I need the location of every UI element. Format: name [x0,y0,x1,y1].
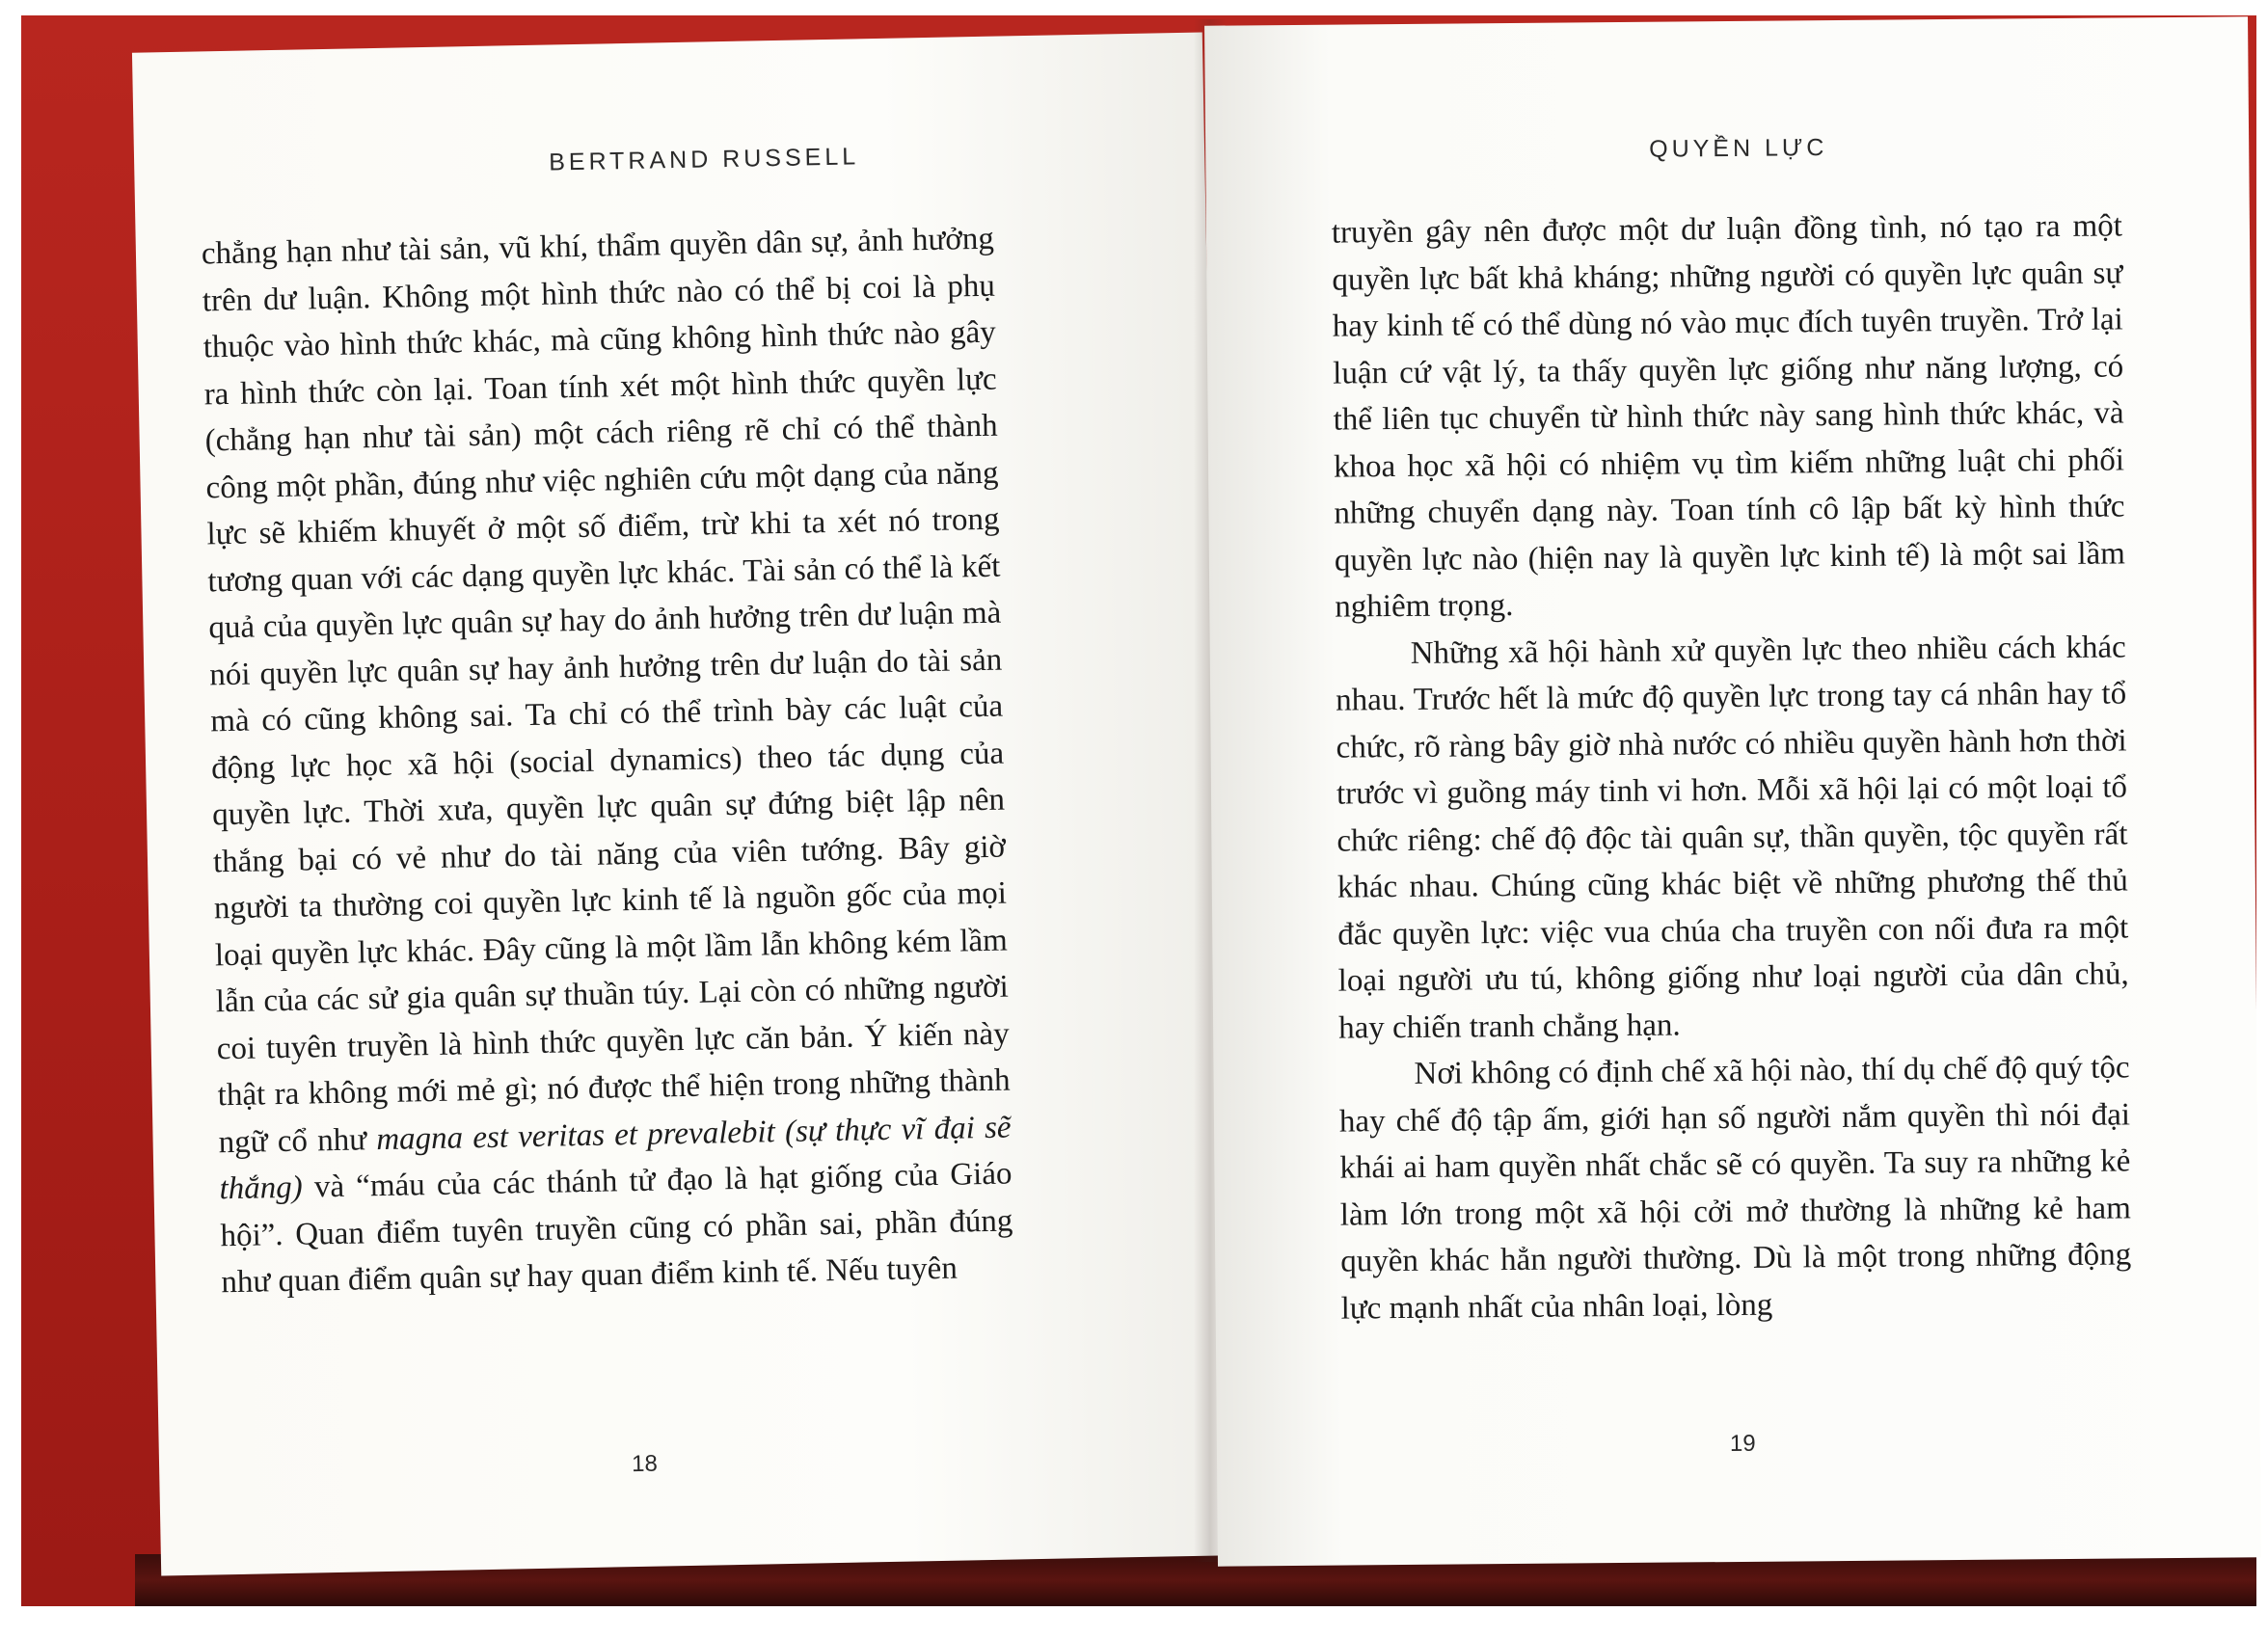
right-page-text [1332,202,2132,1331]
page-number-left: 18 [631,1450,659,1478]
right-paragraph-3: Nơi không có định chế xã hội nào, thí dụ chế độ quý tộc hay chế độ tập ấm, giới hạn số người nắm quyền thì nói đại khái ai ham quyền nhất chắc sẽ có quyền. Ta suy ra những kẻ làm lớn trong một xã hội cởi mở thường là những kẻ ham quyền khác hẳn người thường. Dù là một trong những động lực mạnh nhất của nhân loại, lòng [1338,1050,2132,1327]
left-paragraph-1 [201,216,1013,1306]
left-page [132,32,1231,1575]
page-number-right: 19 [1729,1430,1756,1458]
right-paragraph-1: truyền gây nên được một dư luận đồng tình, nó tạo ra một quyền lực bất khả kháng; những người có quyền lực quân sự hay kinh tế có thể dùng nó vào mục đích tuyên truyền. Trở lại luận cứ vật lý, ta thấy quyền lực giống như năng lượng, có thể liên tục chuyển từ hình thức này sang hình thức khác, và khoa học xã hội có nhiệm vụ tìm kiếm những luật chi phối những chuyển dạng này. Toan tính cô lập bất kỳ hình thức quyền lực nào (hiện nay là quyền lực kinh tế) là một sai lầm nghiêm trọng. [1331,208,2126,625]
text-segment: chẳng hạn như tài sản, vũ khí, thẩm quyền dân sự, ảnh hưởng trên dư luận. Không một hình thức nào có thể bị coi là phụ thuộc vào hình thức khác, mà cũng không hình thức nào gây ra hình thức còn lại. Toan tính xét một hình thức quyền lực (chẳng hạn như tài sản) một cách riêng rẽ chỉ có thể thành công một phần, đúng như việc nghiên cứu một dạng của năng lực sẽ khiếm khuyết ở một số điểm, trừ khi ta xét nó trong tương quan với các dạng quyền lực khác. Tài sản có thể là kết quả của quyền lực quân sự hay do ảnh hưởng trên dư luận mà nói quyền lực quân sự hay ảnh hưởng trên dư luận do tài sản mà có cũng không sai. Ta chỉ có thể trình bày các luật của động lực học xã hội (social dynamics) theo tác dụng của quyền lực. Thời xưa, quyền lực quân sự đứng biệt lập nên thắng bại có vẻ như do tài năng của viên tướng. Bây giờ người ta thường coi quyền lực kinh tế là nguồn gốc của mọi loại quyền lực khác. Đây cũng là một lầm lẫn không kém lầm lẫn của các sử gia quân sự thuần túy. Lại còn có những người coi tuyên truyền là hình thức quyền lực căn bản. Ý kiến này thật ra không mới mẻ gì; nó được thể hiện trong những thành ngữ cổ như [201,221,1011,1160]
latin-phrase: magna est veritas et prevalebit (sự thực vĩ đại sẽ thắng) [219,1110,1012,1207]
running-head-author: BERTRAND RUSSELL [548,143,860,176]
right-paragraph-2: Những xã hội hành xử quyền lực theo nhiều cách khác nhau. Trước hết là mức độ quyền lực trong tay cá nhân hay tổ chức, rõ ràng bây giờ nhà nước có nhiều quyền hành hơn thời trước vì guồng máy tinh vi hơn. Mỗi xã hội lại có một loại tổ chức riêng: chế độ độc tài quân sự, thần quyền, tộc quyền rất khác nhau. Chúng cũng khác biệt về những phương thế thủ đắc quyền lực: việc vua chúa cha truyền con nối đưa ra một loại người ưu tú, không giống như loại người của dân chủ, hay chiến tranh chẳng hạn. [1336,629,2129,1046]
left-page-text [201,216,1013,1306]
right-page [1204,16,2261,1566]
running-head-title: QUYỀN LỰC [1649,134,1828,163]
text-segment: và “máu của các thánh tử đạo là hạt giống của Giáo hội”. Quan điểm tuyên truyền cũng có phần sai, phần đúng như quan điểm quân sự hay quan điểm kinh tế. Nếu tuyên [220,1156,1013,1301]
